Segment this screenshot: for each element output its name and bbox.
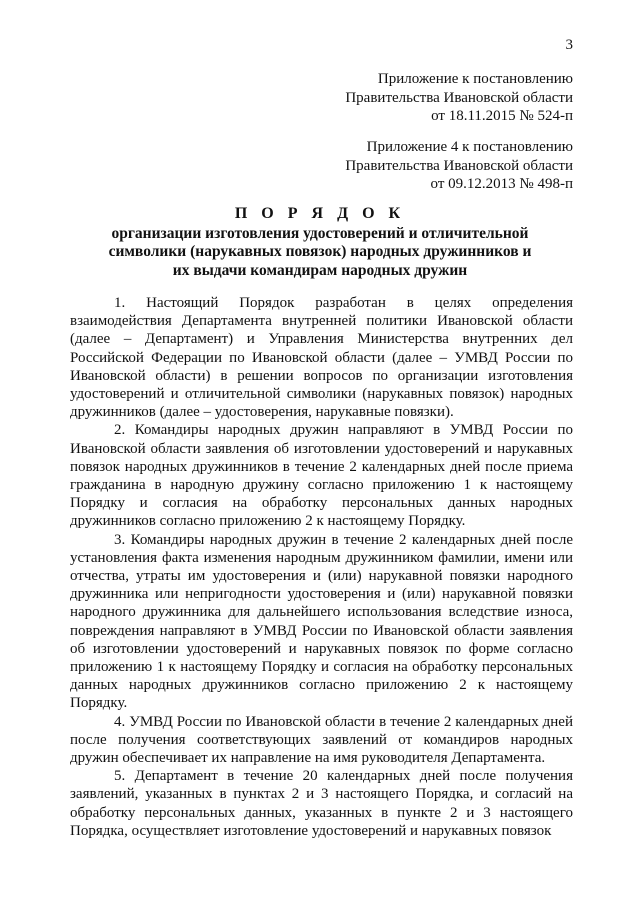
- appendix-note-original: [300, 138, 573, 194]
- paragraph-2: 2. Командиры народных дружин направляют в УМВД России по Ивановской области заявления об изготовлении удостоверений и нарукавных повязок народных дружинников в течение 2 календарных дней после приема гражданина в народную дружину согласно приложению 1 к настоящему Порядку и согласия на обработку персональных данных народных дружинников согласно приложению 2 к настоящему Порядку.: [70, 422, 573, 530]
- title-line: организации изготовления удостоверений и отличительной: [111, 224, 529, 242]
- document-body: [70, 294, 573, 840]
- document-title: [70, 205, 570, 280]
- title-heading: П О Р Я Д О К: [234, 205, 406, 222]
- appendix-note-current: [300, 70, 573, 126]
- appendix-note-line: Приложение 4 к постановлению: [366, 139, 573, 155]
- appendix-note-line: Правительства Ивановской области: [345, 89, 573, 106]
- title-line: символики (нарукавных повязок) народных дружинников и: [108, 243, 532, 260]
- paragraph-1: 1. Настоящий Порядок разработан в целях определения взаимодействия Департамента внутренней политики Ивановской области (далее – Департамент) и Управления Министерства внутренних дел Российской Федерации по Ивановской области (далее – УМВД России по Ивановской области) в решении вопросов по организации изготовления удостоверений и отличительной символики (нарукавных повязок) народных дружинников (далее – удостоверения, нарукавные повязки).: [70, 295, 573, 421]
- appendix-note-line: от 09.12.2013 № 498-п: [430, 176, 573, 192]
- paragraph-3: 3. Командиры народных дружин в течение 2 календарных дней после установления факта изменения народным дружинником фамилии, имени или отчества, утраты им удостоверения и (или) нарукавной повязки народного дружинника или непригодности удостоверения и (или) нарукавной повязки народного дружинника для дальнейшего использования вследствие износа, повреждения направляют в УМВД России по Ивановской области заявления об изготовлении удостоверений и нарукавных повязок по форме согласно приложению 1 к настоящему Порядку и согласия на обработку персональных данных народных дружинников согласно приложению 2 к настоящему Порядку.: [70, 531, 573, 712]
- page-number: 3: [565, 37, 573, 53]
- appendix-note-line: Приложение к постановлению: [377, 71, 573, 87]
- paragraph-5: 5. Департамент в течение 20 календарных дней после получения заявлений, указанных в пунктах 2 и 3 настоящего Порядка, и согласий на обработку персональных данных, указанных в пункте 2 и 3 настоящего Порядка, осуществляет изготовление удостоверений и нарукавных повязок: [70, 768, 573, 839]
- appendix-note-line: Правительства Ивановской области: [345, 157, 573, 174]
- title-line: их выдачи командирам народных дружин: [172, 261, 468, 279]
- paragraph-4: 4. УМВД России по Ивановской области в течение 2 календарных дней после получения соответствующих заявлений от командиров народных дружин обеспечивает их направление на имя руководителя Департамента.: [70, 713, 573, 767]
- appendix-note-line: от 18.11.2015 № 524-п: [431, 108, 573, 124]
